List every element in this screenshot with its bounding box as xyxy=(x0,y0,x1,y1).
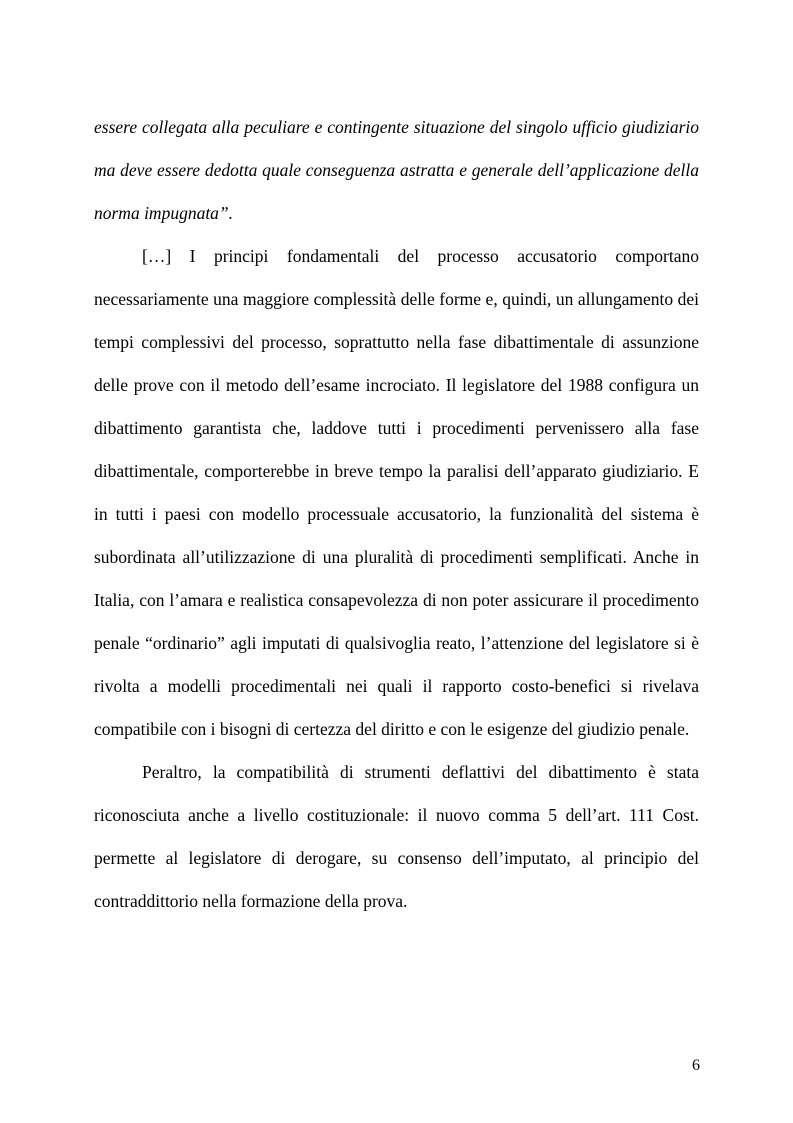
quote-continuation-paragraph: essere collegata alla peculiare e contingente situazione del singolo ufficio giudiziario ma deve essere dedotta quale conseguenza astratta e generale dell’applicazione della norma impugnata”. xyxy=(94,117,699,223)
page-number: 6 xyxy=(692,1057,700,1074)
constitutional-compatibility-paragraph: Peraltro, la compatibilità di strumenti deflattivi del dibattimento è stata riconosciuta anche a livello costituzionale: il nuovo comma 5 dell’art. 111 Cost. permette al legislatore di derogare, su consenso dell’imputato, al principio del contraddittorio nella formazione della prova. xyxy=(94,762,699,911)
accusatorial-process-paragraph: […] I principi fondamentali del processo accusatorio comportano necessariamente una maggiore complessità delle forme e, quindi, un allungamento dei tempi complessivi del processo, soprattutto nella fase dibattimentale di assunzione delle prove con il metodo dell’esame incrociato. Il legislatore del 1988 configura un dibattimento garantista che, laddove tutti i procedimenti pervenissero alla fase dibattimentale, comporterebbe in breve tempo la paralisi dell’apparato giudiziario. E in tutti i paesi con modello processuale accusatorio, la funzionalità del sistema è subordinata all’utilizzazione di una pluralità di procedimenti semplificati. Anche in Italia, con l’amara e realistica consapevolezza di non poter assicurare il procedimento penale “ordinario” agli imputati di qualsivoglia reato, l’attenzione del legislatore si è rivolta a modelli procedimentali nei quali il rapporto costo-benefici si rivelava compatibile con i bisogni di certezza del diritto e con le esigenze del giudizio penale. xyxy=(94,246,699,739)
body-text xyxy=(94,106,699,923)
